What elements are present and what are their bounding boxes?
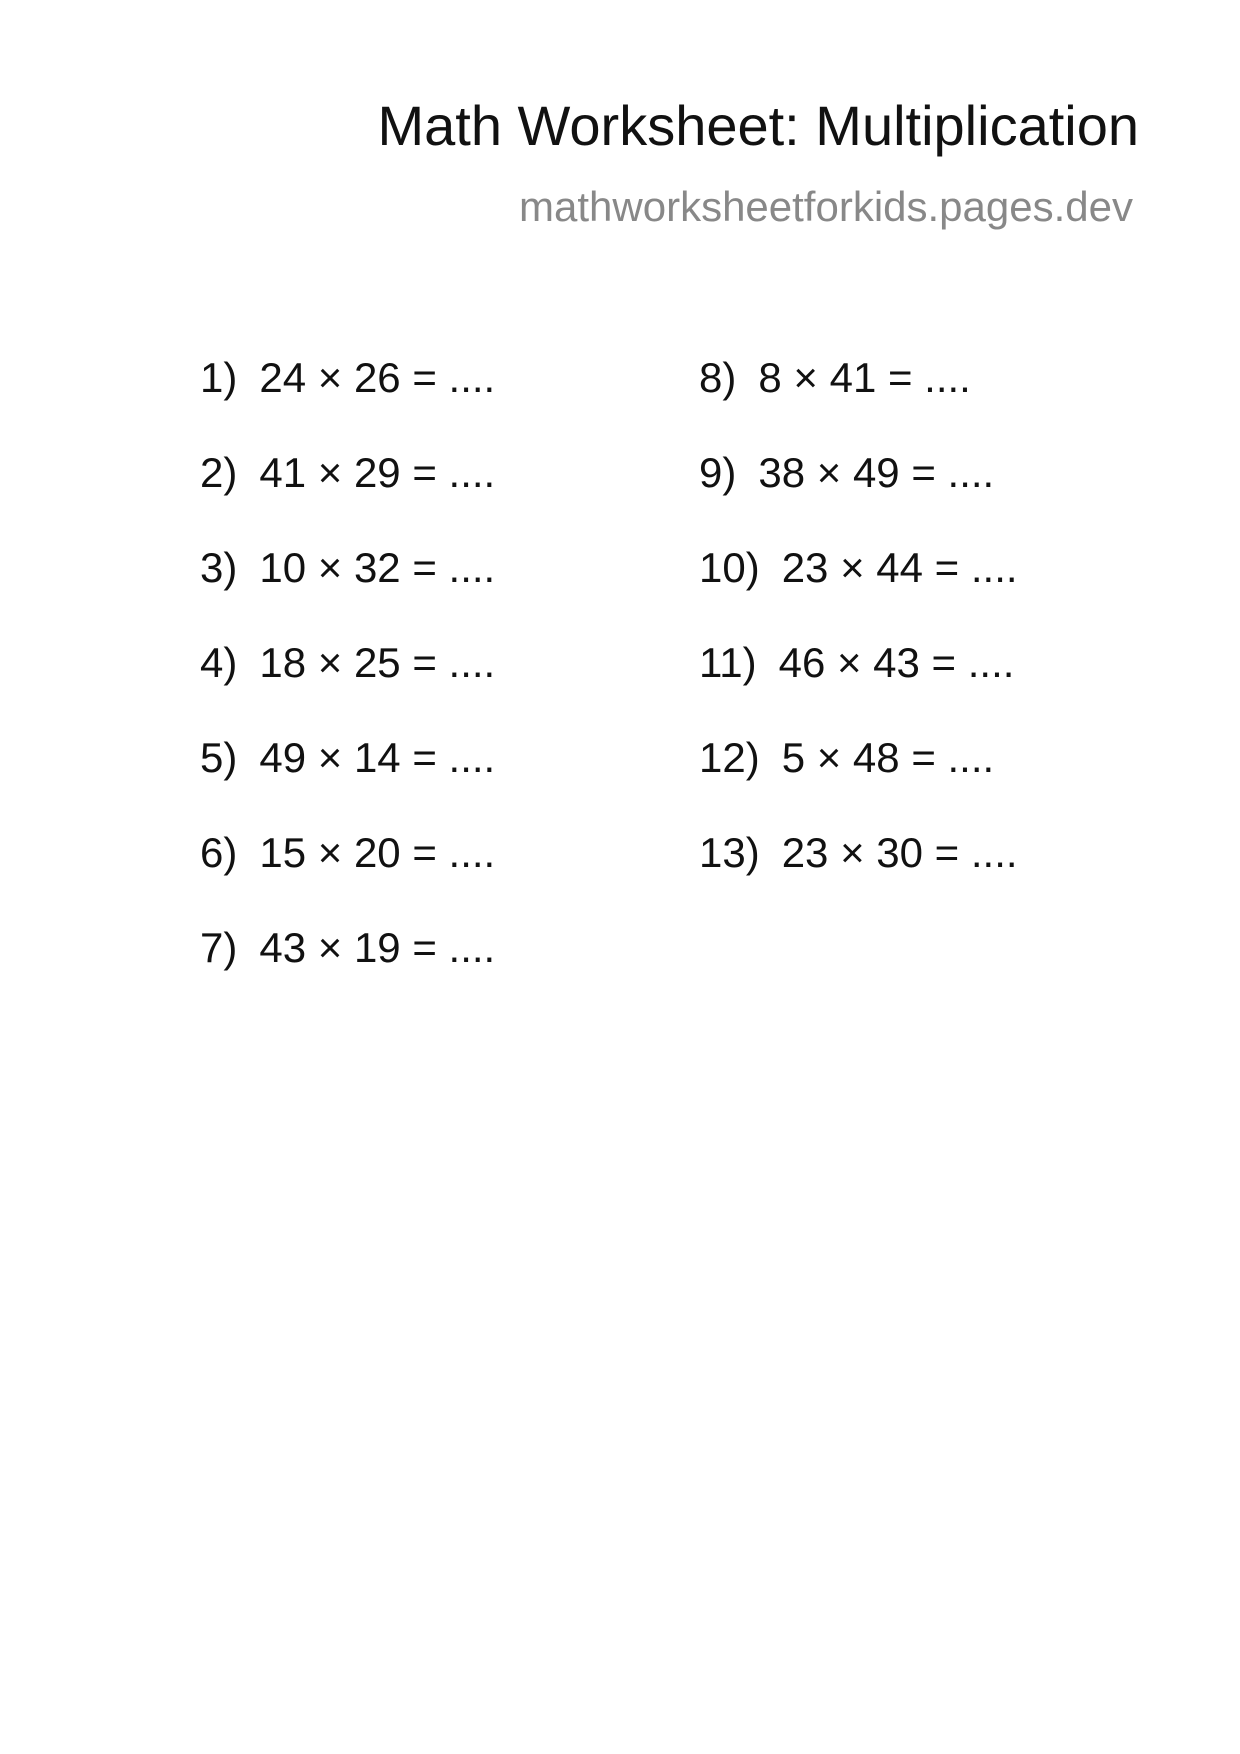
problem-item (699, 354, 1018, 449)
problem-expression: 23 × 44 = .... (781, 544, 1018, 591)
problem-number: 13) (699, 829, 760, 876)
problem-number: 2) (200, 449, 238, 496)
problem-expression: 49 × 14 = .... (259, 734, 496, 781)
problem-item (200, 829, 495, 924)
problem-expression: 15 × 20 = .... (259, 829, 496, 876)
problem-column-right (699, 354, 1018, 924)
problem-item (699, 544, 1018, 639)
page-title: Math Worksheet: Multiplication (377, 94, 1139, 157)
problem-item (699, 449, 1018, 544)
problem-number: 12) (699, 734, 760, 781)
problem-item (200, 354, 495, 449)
problem-expression: 46 × 43 = .... (778, 639, 1015, 686)
problem-column-left (200, 354, 495, 1019)
problem-item (200, 639, 495, 734)
problem-number: 1) (200, 354, 238, 401)
problem-item (200, 734, 495, 829)
problem-expression: 41 × 29 = .... (259, 449, 496, 496)
problem-expression: 10 × 32 = .... (259, 544, 496, 591)
problem-number: 5) (200, 734, 238, 781)
problem-item (200, 924, 495, 1019)
problem-number: 4) (200, 639, 238, 686)
problem-expression: 5 × 48 = .... (781, 734, 995, 781)
problem-number: 9) (699, 449, 737, 496)
problem-item (699, 829, 1018, 924)
site-url: mathworksheetforkids.pages.dev (519, 183, 1133, 230)
problem-expression: 38 × 49 = .... (758, 449, 995, 496)
problem-expression: 24 × 26 = .... (259, 354, 496, 401)
problem-item (200, 544, 495, 639)
problem-expression: 23 × 30 = .... (781, 829, 1018, 876)
problem-item (699, 734, 1018, 829)
problem-item (699, 639, 1018, 734)
problem-number: 10) (699, 544, 760, 591)
problem-item (200, 449, 495, 544)
problem-number: 6) (200, 829, 238, 876)
problem-number: 11) (699, 639, 757, 686)
problem-number: 8) (699, 354, 737, 401)
problem-number: 3) (200, 544, 238, 591)
problem-expression: 18 × 25 = .... (259, 639, 496, 686)
problem-expression: 8 × 41 = .... (758, 354, 971, 401)
problem-expression: 43 × 19 = .... (259, 924, 496, 971)
problem-number: 7) (200, 924, 238, 971)
